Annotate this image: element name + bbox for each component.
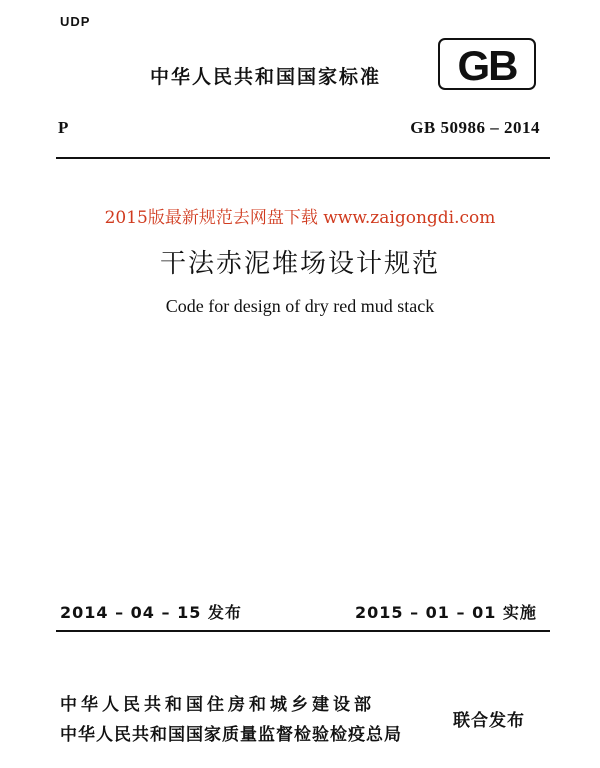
title-chinese: 干法赤泥堆场设计规范 bbox=[159, 249, 440, 279]
implementation-date: 2015 – 01 – 01 实施 bbox=[355, 603, 537, 622]
bottom-divider bbox=[56, 630, 550, 632]
download-watermark: 2015版最新规范去网盘下载 www.zaigongdi.com bbox=[104, 208, 496, 228]
issue-date: 2014 – 04 – 15 发布 bbox=[60, 603, 242, 622]
standard-number: GB 50986 – 2014 bbox=[410, 118, 540, 137]
issuer-administration: 中华人民共和国国家质量监督检验检疫总局 bbox=[60, 725, 402, 745]
title-english: Code for design of dry red mud stack bbox=[165, 296, 435, 316]
joint-issue-label: 联合发布 bbox=[453, 711, 525, 731]
classification-code: P bbox=[58, 118, 69, 137]
svg-text:GB: GB bbox=[457, 42, 517, 89]
national-standard-heading: 中华人民共和国国家标准 bbox=[150, 66, 382, 88]
gb-logo bbox=[438, 38, 536, 90]
top-divider bbox=[56, 157, 550, 159]
udp-label: UDP bbox=[60, 14, 91, 29]
issuer-ministry: 中华人民共和国住房和城乡建设部 bbox=[60, 695, 375, 715]
